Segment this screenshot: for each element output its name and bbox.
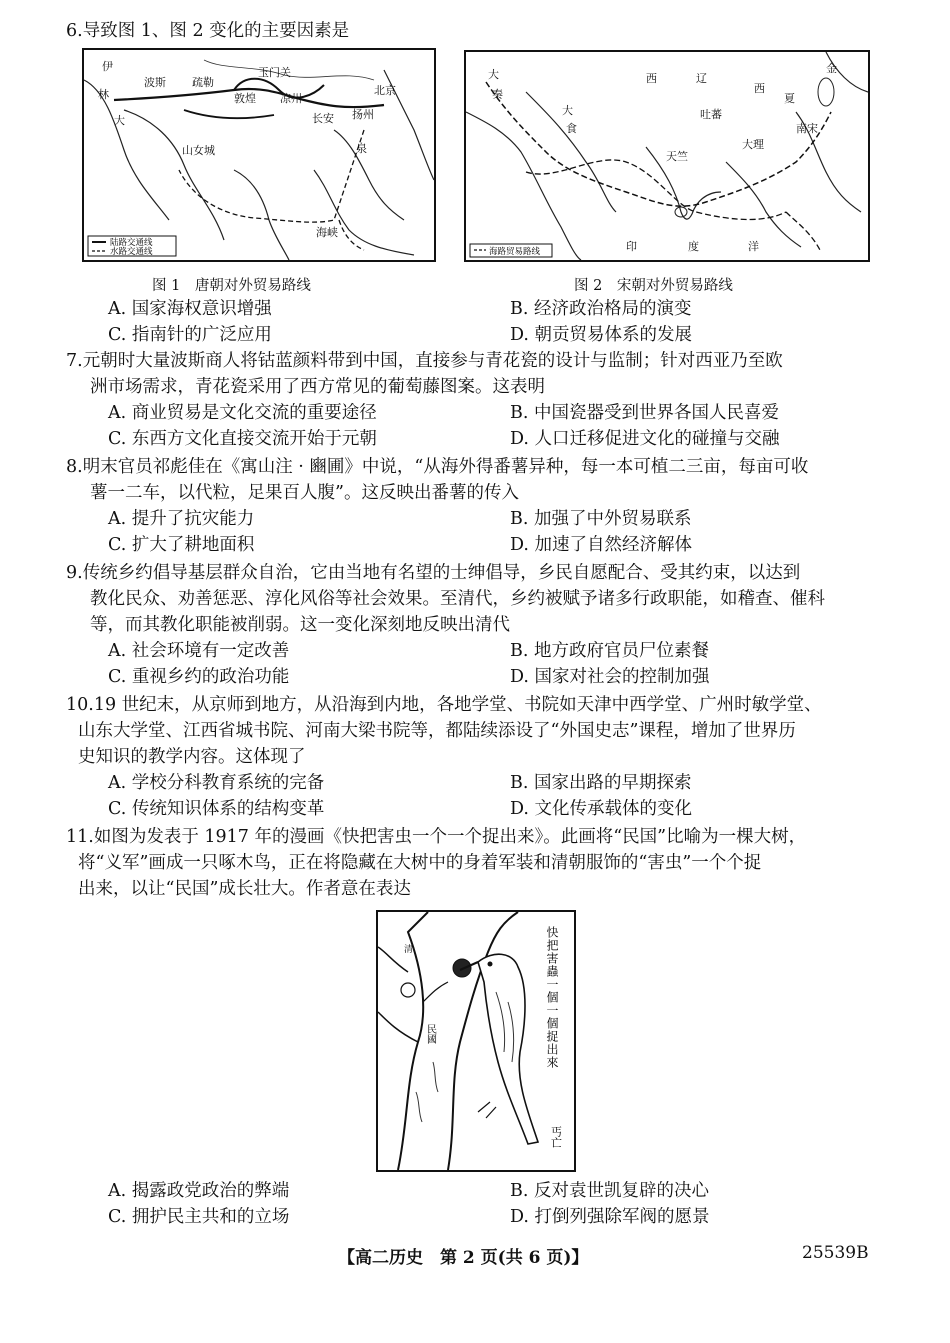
woodpecker-cartoon: [376, 910, 576, 1172]
q11-option-d: D. 打倒列强除军阀的愿景: [510, 1207, 710, 1227]
cartoon-tree-label: 民國: [424, 1024, 436, 1044]
q6-option-d: D. 朝贡贸易体系的发展: [510, 325, 693, 345]
map-label: 疏勒: [192, 76, 214, 89]
map-label: 度: [688, 240, 699, 253]
q10-option-a: A. 学校分科教育系统的完备: [108, 773, 325, 793]
map-label: 金: [826, 62, 837, 75]
fig1-place-labels: [98, 60, 396, 239]
map-label: 洋: [748, 240, 759, 253]
q10-option-b: B. 国家出路的早期探索: [510, 773, 692, 793]
fig2-song-trade-map: [464, 50, 870, 262]
map-label: 印: [626, 240, 637, 253]
fig1-caption: 图 1 唐朝对外贸易路线: [152, 278, 311, 294]
cartoon-signature: 丐亡: [549, 1126, 563, 1148]
map-label: 山女城: [182, 144, 215, 157]
map-label: 海峡: [316, 226, 338, 239]
fig1-tang-trade-map: [82, 48, 436, 262]
q8-option-d: D. 加速了自然经济解体: [510, 535, 693, 555]
map-label: 敦煌: [234, 92, 256, 105]
q8-option-a: A. 提升了抗灾能力: [108, 509, 255, 529]
q6-stem: 6.导致图 1、图 2 变化的主要因素是: [66, 21, 350, 41]
map-label: 长安: [312, 112, 334, 125]
map-label: 大理: [742, 138, 764, 151]
map-label: 食: [566, 122, 577, 135]
fig1-legend-land: 陆路交通线: [110, 238, 153, 248]
fig1-map-drawing: [84, 50, 434, 260]
fig1-legend: [88, 236, 176, 257]
q10-stem-line-2: 山东大学堂、江西省城书院、河南大梁书院等，都陆续添设了“外国史志”课程，增加了世界历: [78, 721, 796, 741]
map-label: 夏: [784, 92, 795, 105]
q10-option-d: D. 文化传承载体的变化: [510, 799, 693, 819]
map-label: 波斯: [144, 76, 166, 89]
map-label: 林: [98, 88, 109, 101]
page-footer-code: 25539B: [802, 1243, 869, 1263]
q8-stem-line-1: 8.明末官员祁彪佳在《寓山注 · 豳圃》中说，“从海外得番薯异种，每一本可植二三亩，每亩可收: [66, 457, 809, 477]
q11-stem-line-3: 出来，以让“民国”成长壮大。作者意在表达: [78, 879, 411, 899]
map-label: 西: [754, 82, 765, 95]
cartoon-inscription: 快把害蟲一個一個捉出來: [545, 926, 559, 1069]
q10-stem-line-1: 10.19 世纪末，从京师到地方，从沿海到内地，各地学堂、书院如天津中西学堂、广州时敏学堂、: [66, 695, 822, 715]
q11-option-c: C. 拥护民主共和的立场: [108, 1207, 290, 1227]
cartoon-drawing: [378, 912, 574, 1170]
fig2-legend-label: 海路贸易路线: [489, 247, 541, 257]
q9-stem-line-3: 等，而其教化职能被削弱。这一变化深刻地反映出清代: [90, 615, 510, 635]
q10-stem-line-3: 史知识的教学内容。这体现了: [78, 747, 306, 767]
fig2-place-labels: [488, 61, 837, 253]
map-label: 大: [114, 114, 125, 127]
q6-option-a: A. 国家海权意识增强: [108, 299, 272, 319]
q9-stem-line-2: 教化民众、劝善惩恶、淳化风俗等社会效果。至清代，乡约被赋予诸多行政职能，如稽查、催科: [90, 589, 825, 609]
map-label: 辽: [696, 72, 707, 85]
q6-option-c: C. 指南针的广泛应用: [108, 325, 272, 345]
q7-option-b: B. 中国瓷器受到世界各国人民喜爱: [510, 403, 779, 423]
q11-stem-line-1: 11.如图为发表于 1917 年的漫画《快把害虫一个一个捉出来》。此画将“民国”比喻为一棵大树，: [66, 827, 807, 847]
q11-option-a: A. 揭露政党政治的弊端: [108, 1181, 290, 1201]
map-label: 北京: [374, 84, 396, 97]
map-label: 泉: [356, 142, 367, 155]
q7-stem-line-1: 7.元朝时大量波斯商人将钴蓝颜料带到中国，直接参与青花瓷的设计与监制；针对西亚乃至欧: [66, 351, 783, 371]
fig2-map-drawing: [466, 52, 868, 260]
q8-option-c: C. 扩大了耕地面积: [108, 535, 255, 555]
map-label: 玉门关: [258, 66, 291, 79]
q9-option-c: C. 重视乡约的政治功能: [108, 667, 290, 687]
q7-option-c: C. 东西方文化直接交流开始于元朝: [108, 429, 377, 449]
fig1-legend-sea: 水路交通线: [110, 247, 153, 257]
q11-stem-line-2: 将“义军”画成一只啄木鸟，正在将隐藏在大树中的身着军装和清朝服饰的“害虫”一个个捉: [78, 853, 762, 873]
q7-stem-line-2: 洲市场需求，青花瓷采用了西方常见的葡萄藤图案。这表明: [90, 377, 545, 397]
map-label: 秦: [492, 88, 503, 101]
map-label: 扬州: [352, 108, 374, 121]
map-label: 伊: [102, 60, 113, 73]
q9-option-a: A. 社会环境有一定改善: [108, 641, 290, 661]
q8-stem-line-2: 薯一二车，以代粒，足果百人腹”。这反映出番薯的传入: [90, 483, 519, 503]
map-label: 天竺: [666, 150, 688, 163]
map-label: 吐蕃: [700, 108, 722, 121]
q9-option-d: D. 国家对社会的控制加强: [510, 667, 710, 687]
cartoon-pest-label: 清: [404, 945, 414, 955]
q9-option-b: B. 地方政府官员尸位素餐: [510, 641, 709, 661]
fig2-legend: [470, 244, 552, 257]
q7-option-a: A. 商业贸易是文化交流的重要途径: [108, 403, 377, 423]
q8-option-b: B. 加强了中外贸易联系: [510, 509, 692, 529]
fig2-caption: 图 2 宋朝对外贸易路线: [574, 278, 733, 294]
map-label: 凉州: [280, 92, 302, 105]
page-footer-title: 【高二历史 第 2 页(共 6 页)】: [338, 1248, 589, 1268]
q6-option-b: B. 经济政治格局的演变: [510, 299, 692, 319]
map-label: 大: [488, 68, 499, 81]
map-label: 西: [646, 72, 657, 85]
q9-stem-line-1: 9.传统乡约倡导基层群众自治，它由当地有名望的士绅倡导，乡民自愿配合、受其约束，以达到: [66, 563, 801, 583]
map-label: 南宋: [796, 122, 818, 135]
q10-option-c: C. 传统知识体系的结构变革: [108, 799, 325, 819]
q7-option-d: D. 人口迁移促进文化的碰撞与交融: [510, 429, 780, 449]
map-label: 大: [562, 104, 573, 117]
q11-option-b: B. 反对袁世凯复辟的决心: [510, 1181, 709, 1201]
